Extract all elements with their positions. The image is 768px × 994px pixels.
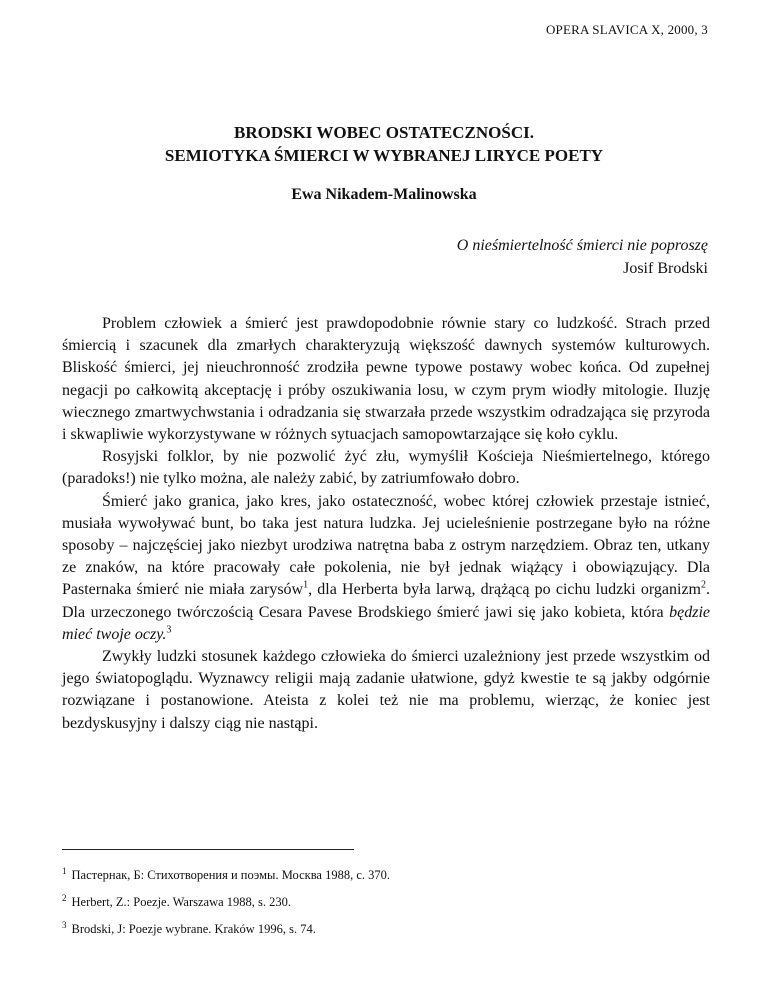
epigraph-attribution: Josif Brodski — [623, 260, 708, 277]
text-span: Śmierć jako granica, jako kres, jako ostateczność, wobec której człowiek przestaje istnieć, musiała wywoływać bunt, bo taka jest natura ludzka. Jej ucieleśnienie postrzegane było na różne sposoby – najczęściej jako niezbyt urodziwa natrętna baba z ostrym narzędziem. Obraz ten, utkany ze znaków, na które pracowały całe pokolenia, nie był jednak wiążący i obowiązujący. Dla Pasternaka śmierć nie miała zarysów — [62, 492, 710, 599]
footnote-number: 2 — [62, 893, 67, 904]
footnote-text: Пастернак, Б: Стихотворения и поэмы. Москва 1988, с. 370. — [71, 868, 391, 883]
footnote-divider — [62, 849, 354, 850]
body-text — [62, 313, 710, 735]
epigraph-quote: O nieśmiertelność śmierci nie poproszę — [456, 237, 708, 254]
epigraph — [457, 234, 708, 280]
paragraph: Zwykły ludzki stosunek każdego człowieka do śmierci uzależniony jest przede wszystkim od jego światopoglądu. Wyznawcy religii mają zadanie ułatwione, gdyż kwestie te są jakby odgórnie rozwiązane i postanowione. Ateista z kolei też nie ma problemu, wierząc, że koniec jest bezdyskusyjny i dalszy ciąg nie nastąpi. — [62, 648, 710, 732]
footnote-text: Brodski, J: Poezje wybrane. Kraków 1996, s. 74. — [71, 922, 316, 937]
footnote-ref[interactable]: 3 — [166, 624, 172, 636]
footnote-ref[interactable]: 2 — [701, 580, 706, 592]
paragraph: Rosyjski folklor, by nie pozwolić żyć złu, wymyślił Kościeja Nieśmiertelnego, którego (paradoks!) nie tylko można, ale należy zabić, by zatriumfowało dobro. — [62, 448, 710, 488]
title-line-1: BRODSKI WOBEC OSTATECZNOŚCI. — [234, 123, 534, 142]
text-span: . Dla urzeczonego twórczością Cesara Pavese Brodskiego śmierć jawi się jako kobieta, która — [62, 581, 710, 621]
author-name: Ewa Nikadem-Malinowska — [291, 186, 477, 203]
paragraph — [62, 491, 710, 646]
footnote — [62, 914, 710, 941]
footnotes — [62, 860, 710, 941]
footnote-text: Herbert, Z.: Poezje. Warszawa 1988, s. 230. — [71, 895, 292, 910]
footnote-number: 1 — [62, 866, 67, 876]
footnote-number: 3 — [62, 920, 67, 931]
footnote-ref[interactable]: 1 — [303, 580, 309, 592]
quoted-phrase: będzie mieć twoje oczy. — [62, 603, 710, 643]
footnote — [62, 860, 710, 887]
text-span: , dla Herberta była larwą, drążącą po cichu ludzki organizm — [308, 581, 701, 599]
title-line-2: SEMIOTYKA ŚMIERCI W WYBRANEJ LIRYCE POETY — [164, 146, 604, 165]
journal-reference: OPERA SLAVICA X, 2000, 3 — [545, 22, 708, 37]
footnote — [62, 887, 710, 914]
article-title — [0, 121, 768, 167]
paragraph: Problem człowiek a śmierć jest prawdopodobnie równie stary co ludzkość. Strach przed śmiercią i szacunek dla zmarłych charakteryzują większość dawnych systemów kulturowych. Bliskość śmierci, jej nieuchronność zrodziła pewne typowe postawy wobec końca. Od zupełnej negacji po całkowitą akceptację i próby oszukiwania losu, w czym prym wiodły mitologie. Iluzję wiecznego zmartwychwstania i odradzania się stwarzała przede wszystkim odradzająca się przyroda i skwapliwie wykorzystywane w różnych sytuacjach samopowtarzające się koło cyklu. — [62, 315, 710, 444]
